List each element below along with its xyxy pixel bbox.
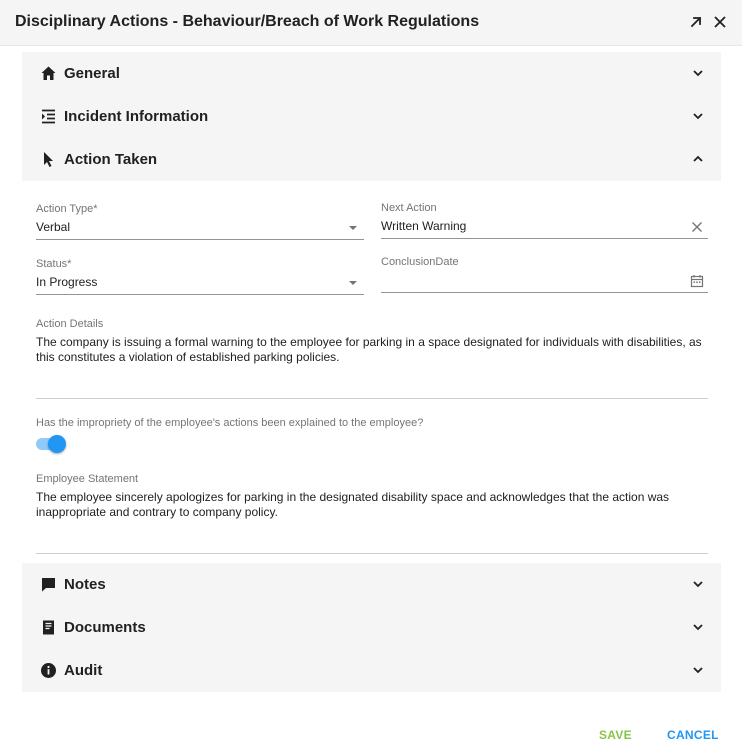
cancel-button[interactable]: CANCEL (667, 728, 719, 742)
section-incident-label: Incident Information (64, 108, 209, 125)
impropriety-explained-toggle[interactable] (36, 434, 66, 454)
dropdown-arrow-icon[interactable] (346, 276, 360, 290)
status-label: Status* (36, 258, 72, 270)
action-details-divider (36, 398, 708, 399)
impropriety-explained-label: Has the impropriety of the employee's actions been explained to the employee? (36, 417, 424, 429)
employee-statement-divider (36, 553, 708, 554)
next-action-label: Next Action (381, 202, 437, 214)
chevron-up-icon[interactable] (692, 153, 704, 165)
comment-icon (40, 576, 57, 593)
format-indent-icon (40, 108, 57, 125)
info-icon (40, 662, 57, 679)
action-details-value[interactable]: The company is issuing a formal warning to the employee for parking in a space designated for individuals with disabilities, as this constitutes a violation of established parking policies. (36, 335, 702, 364)
action-type-underline (36, 239, 364, 240)
employee-statement-value[interactable]: The employee sincerely apologizes for parking in the designated disability space and acknowledges that the action was inappropriate and contrary to company policy. (36, 490, 670, 519)
employee-statement-label: Employee Statement (36, 473, 139, 485)
section-general[interactable] (22, 52, 721, 95)
conclusion-date-field[interactable] (381, 256, 708, 293)
dialog-content (22, 52, 721, 692)
dialog-title: Disciplinary Actions - Behaviour/Breach of Work Regulations (15, 13, 480, 30)
expand-icon[interactable] (687, 13, 705, 31)
status-value[interactable]: In Progress (36, 275, 98, 289)
impropriety-explained-field (36, 417, 708, 429)
section-audit-label: Audit (64, 662, 103, 679)
section-documents[interactable] (22, 606, 721, 649)
next-action-underline (381, 238, 708, 239)
status-select[interactable] (36, 258, 364, 295)
next-action-value[interactable]: Written Warning (381, 219, 467, 233)
toggle-thumb[interactable] (48, 435, 66, 453)
section-action-taken[interactable] (22, 138, 721, 181)
chevron-down-icon[interactable] (692, 578, 704, 590)
action-taken-panel (22, 181, 721, 561)
section-documents-label: Documents (64, 619, 146, 636)
conclusion-date-value[interactable] (381, 273, 708, 288)
clear-icon[interactable] (690, 220, 704, 234)
employee-statement-field[interactable] (36, 473, 708, 520)
book-icon (40, 619, 57, 636)
chevron-down-icon[interactable] (692, 621, 704, 633)
section-general-label: General (64, 65, 120, 82)
section-notes-label: Notes (64, 576, 106, 593)
cursor-pointer-icon (40, 151, 57, 168)
dropdown-arrow-icon[interactable] (346, 221, 360, 235)
section-incident-information[interactable] (22, 95, 721, 138)
action-type-label: Action Type* (36, 203, 98, 215)
action-details-label: Action Details (36, 318, 104, 330)
chevron-down-icon[interactable] (692, 67, 704, 79)
action-type-value[interactable]: Verbal (36, 220, 71, 234)
home-icon (40, 65, 57, 82)
status-underline (36, 294, 364, 295)
dialog-titlebar (0, 0, 742, 46)
close-icon[interactable] (711, 13, 729, 31)
action-type-select[interactable] (36, 203, 364, 240)
conclusion-date-underline (381, 292, 708, 293)
section-audit[interactable] (22, 649, 721, 692)
section-action-label: Action Taken (64, 151, 158, 168)
chevron-down-icon[interactable] (692, 110, 704, 122)
next-action-field[interactable] (381, 202, 708, 239)
chevron-down-icon[interactable] (692, 664, 704, 676)
save-button[interactable]: SAVE (599, 728, 632, 742)
calendar-icon[interactable] (690, 274, 704, 288)
section-notes[interactable] (22, 563, 721, 606)
action-details-field[interactable] (36, 318, 708, 365)
conclusion-date-label: ConclusionDate (381, 256, 459, 268)
